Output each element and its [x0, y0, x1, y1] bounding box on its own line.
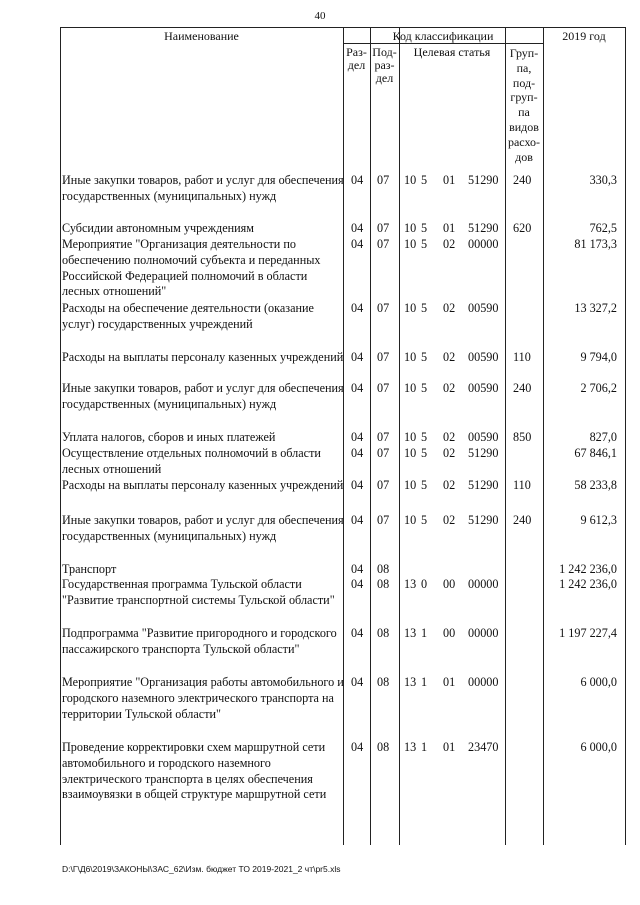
- row-code-cs4: 00590: [468, 430, 499, 444]
- row-value: 1 242 236,0: [559, 562, 617, 576]
- row-code-cs3: 02: [443, 513, 456, 527]
- row-name: Мероприятие "Организация работы автомобильного и городского наземного электрического транспорта на территории Тульской области": [62, 675, 344, 721]
- row-code-cs3: 02: [443, 350, 456, 364]
- row-code-cs3: 01: [443, 740, 456, 754]
- header-group: Груп- па, под- груп- па видов расхо- дов: [507, 46, 541, 164]
- row-code-pr: 08: [377, 577, 390, 591]
- row-code-pr: 07: [377, 478, 390, 492]
- row-code-cs3: 02: [443, 381, 456, 395]
- row-value: 9 612,3: [580, 513, 617, 527]
- header-section: Раз- дел: [346, 45, 367, 72]
- row-code-vr: 110: [513, 478, 531, 492]
- row-code-cs4: 00590: [468, 301, 499, 315]
- row-code-cs1: 10: [404, 237, 417, 251]
- row-code-cs3: 02: [443, 446, 456, 460]
- row-value: 67 846,1: [574, 446, 617, 460]
- row-code-cs1: 10: [404, 301, 417, 315]
- table-left-border: [60, 27, 61, 845]
- row-value: 1 197 227,4: [559, 626, 617, 640]
- row-code-cs4: 00590: [468, 350, 499, 364]
- row-value: 762,5: [589, 221, 617, 235]
- row-code-cs2: 5: [421, 237, 428, 251]
- row-code-pr: 08: [377, 675, 390, 689]
- row-value: 827,0: [589, 430, 617, 444]
- row-value: 6 000,0: [580, 675, 617, 689]
- row-code-cs3: 01: [443, 675, 456, 689]
- row-code-cs1: 13: [404, 626, 417, 640]
- row-code-rz: 04: [351, 301, 364, 315]
- row-name: Иные закупки товаров, работ и услуг для обеспечения государственных (муниципальных) нужд: [62, 513, 344, 543]
- row-code-cs4: 00000: [468, 577, 499, 591]
- row-name: Субсидии автономным учреждениям: [62, 221, 254, 235]
- row-code-pr: 07: [377, 237, 390, 251]
- row-code-rz: 04: [351, 350, 364, 364]
- row-code-cs3: 02: [443, 430, 456, 444]
- row-code-pr: 08: [377, 626, 390, 640]
- row-name: Расходы на выплаты персоналу казенных учреждений: [62, 478, 344, 492]
- header-name: Наименование: [164, 29, 239, 43]
- row-value: 6 000,0: [580, 740, 617, 754]
- header-year: 2019 год: [562, 29, 606, 43]
- row-code-rz: 04: [351, 478, 364, 492]
- row-code-cs3: 02: [443, 237, 456, 251]
- row-code-cs1: 10: [404, 173, 417, 187]
- row-code-vr: 850: [513, 430, 532, 444]
- row-code-cs1: 10: [404, 478, 417, 492]
- row-code-pr: 07: [377, 173, 390, 187]
- row-code-rz: 04: [351, 237, 364, 251]
- row-code-vr: 240: [513, 513, 532, 527]
- row-value: 1 242 236,0: [559, 577, 617, 591]
- row-value: 58 233,8: [574, 478, 617, 492]
- row-code-pr: 07: [377, 350, 390, 364]
- row-code-cs2: 5: [421, 173, 428, 187]
- row-code-rz: 04: [351, 446, 364, 460]
- row-code-cs3: 01: [443, 173, 456, 187]
- row-code-vr: 240: [513, 381, 532, 395]
- row-code-cs1: 10: [404, 513, 417, 527]
- row-code-cs2: 5: [421, 446, 428, 460]
- row-code-cs3: 01: [443, 221, 456, 235]
- row-code-rz: 04: [351, 221, 364, 235]
- row-code-cs4: 00000: [468, 237, 499, 251]
- row-code-pr: 07: [377, 221, 390, 235]
- row-name: Расходы на обеспечение деятельности (оказание услуг) государственных учреждений: [62, 301, 314, 331]
- row-code-pr: 07: [377, 381, 390, 395]
- header-subsection: Под- раз- дел: [372, 45, 397, 85]
- row-code-cs2: 5: [421, 381, 428, 395]
- row-code-pr: 08: [377, 740, 390, 754]
- row-name: Транспорт: [62, 562, 117, 576]
- row-code-cs2: 5: [421, 221, 428, 235]
- row-code-rz: 04: [351, 513, 364, 527]
- row-code-cs1: 13: [404, 577, 417, 591]
- row-name: Государственная программа Тульской области "Развитие транспортной системы Тульской области": [62, 577, 335, 607]
- row-name: Иные закупки товаров, работ и услуг для обеспечения государственных (муниципальных) нужд: [62, 173, 344, 203]
- row-value: 330,3: [589, 173, 617, 187]
- row-code-cs2: 5: [421, 513, 428, 527]
- row-code-vr: 240: [513, 173, 532, 187]
- row-code-cs1: 10: [404, 446, 417, 460]
- row-code-cs2: 5: [421, 350, 428, 364]
- row-code-vr: 620: [513, 221, 532, 235]
- row-code-cs4: 00000: [468, 626, 499, 640]
- row-code-cs3: 02: [443, 478, 456, 492]
- row-code-cs4: 00000: [468, 675, 499, 689]
- row-code-cs1: 13: [404, 675, 417, 689]
- row-code-rz: 04: [351, 740, 364, 754]
- row-name: Расходы на выплаты персоналу казенных учреждений: [62, 350, 344, 364]
- row-code-cs1: 10: [404, 381, 417, 395]
- row-code-pr: 07: [377, 446, 390, 460]
- row-name: Мероприятие "Организация деятельности по обеспечению полномочий субъекта и переданных Российской Федерацией полномочий в области лесных отношений": [62, 237, 321, 299]
- row-code-rz: 04: [351, 562, 364, 576]
- row-code-pr: 08: [377, 562, 390, 576]
- row-code-cs2: 5: [421, 478, 428, 492]
- row-name: Уплата налогов, сборов и иных платежей: [62, 430, 276, 444]
- row-code-cs2: 1: [421, 675, 428, 689]
- row-code-pr: 07: [377, 513, 390, 527]
- row-code-cs4: 51290: [468, 173, 499, 187]
- row-code-cs2: 1: [421, 740, 428, 754]
- row-code-cs1: 10: [404, 221, 417, 235]
- row-code-vr: 110: [513, 350, 531, 364]
- row-code-rz: 04: [351, 577, 364, 591]
- row-code-cs2: 1: [421, 626, 428, 640]
- row-value: 81 173,3: [574, 237, 617, 251]
- row-value: 13 327,2: [574, 301, 617, 315]
- row-code-cs4: 51290: [468, 513, 499, 527]
- row-code-cs1: 13: [404, 740, 417, 754]
- col-divider-subsection: [370, 27, 371, 845]
- row-code-cs2: 0: [421, 577, 428, 591]
- row-code-cs4: 51290: [468, 478, 499, 492]
- row-code-cs3: 00: [443, 577, 456, 591]
- row-code-cs1: 10: [404, 430, 417, 444]
- row-code-pr: 07: [377, 301, 390, 315]
- row-code-cs4: 51290: [468, 221, 499, 235]
- row-value: 9 794,0: [580, 350, 617, 364]
- row-name: Проведение корректировки схем маршрутной сети автомобильного и городского наземного электрического транспорта в целях обеспечения взаимоувязки в общей структуре маршрутной сети: [62, 740, 327, 802]
- code-header-divider: [343, 43, 543, 44]
- row-name: Подпрограмма "Развитие пригородного и городского пассажирского транспорта Тульской области": [62, 626, 337, 656]
- row-name: Иные закупки товаров, работ и услуг для обеспечения государственных (муниципальных) нужд: [62, 381, 344, 411]
- row-code-rz: 04: [351, 626, 364, 640]
- row-code-cs3: 00: [443, 626, 456, 640]
- row-code-rz: 04: [351, 173, 364, 187]
- row-code-pr: 07: [377, 430, 390, 444]
- file-path-footer: D:\Г\Д6\2019\ЗАКОНЫ\ЗАС_62\Изм. бюджет ТО 2019-2021_2 чт\pr5.xls: [62, 864, 341, 874]
- row-code-cs4: 51290: [468, 446, 499, 460]
- row-code-cs2: 5: [421, 301, 428, 315]
- table-right-border: [625, 27, 626, 845]
- row-code-cs4: 23470: [468, 740, 499, 754]
- header-code: Код классификации: [392, 29, 494, 43]
- row-code-rz: 04: [351, 430, 364, 444]
- row-code-rz: 04: [351, 381, 364, 395]
- header-target: Целевая статья: [413, 45, 491, 59]
- row-code-rz: 04: [351, 675, 364, 689]
- row-code-cs3: 02: [443, 301, 456, 315]
- row-code-cs4: 00590: [468, 381, 499, 395]
- page-number: 40: [314, 10, 326, 22]
- col-divider-year: [543, 27, 544, 845]
- col-divider-target: [399, 27, 400, 845]
- row-code-cs2: 5: [421, 430, 428, 444]
- row-code-cs1: 10: [404, 350, 417, 364]
- row-name: Осуществление отдельных полномочий в области лесных отношений: [62, 446, 321, 476]
- row-value: 2 706,2: [580, 381, 617, 395]
